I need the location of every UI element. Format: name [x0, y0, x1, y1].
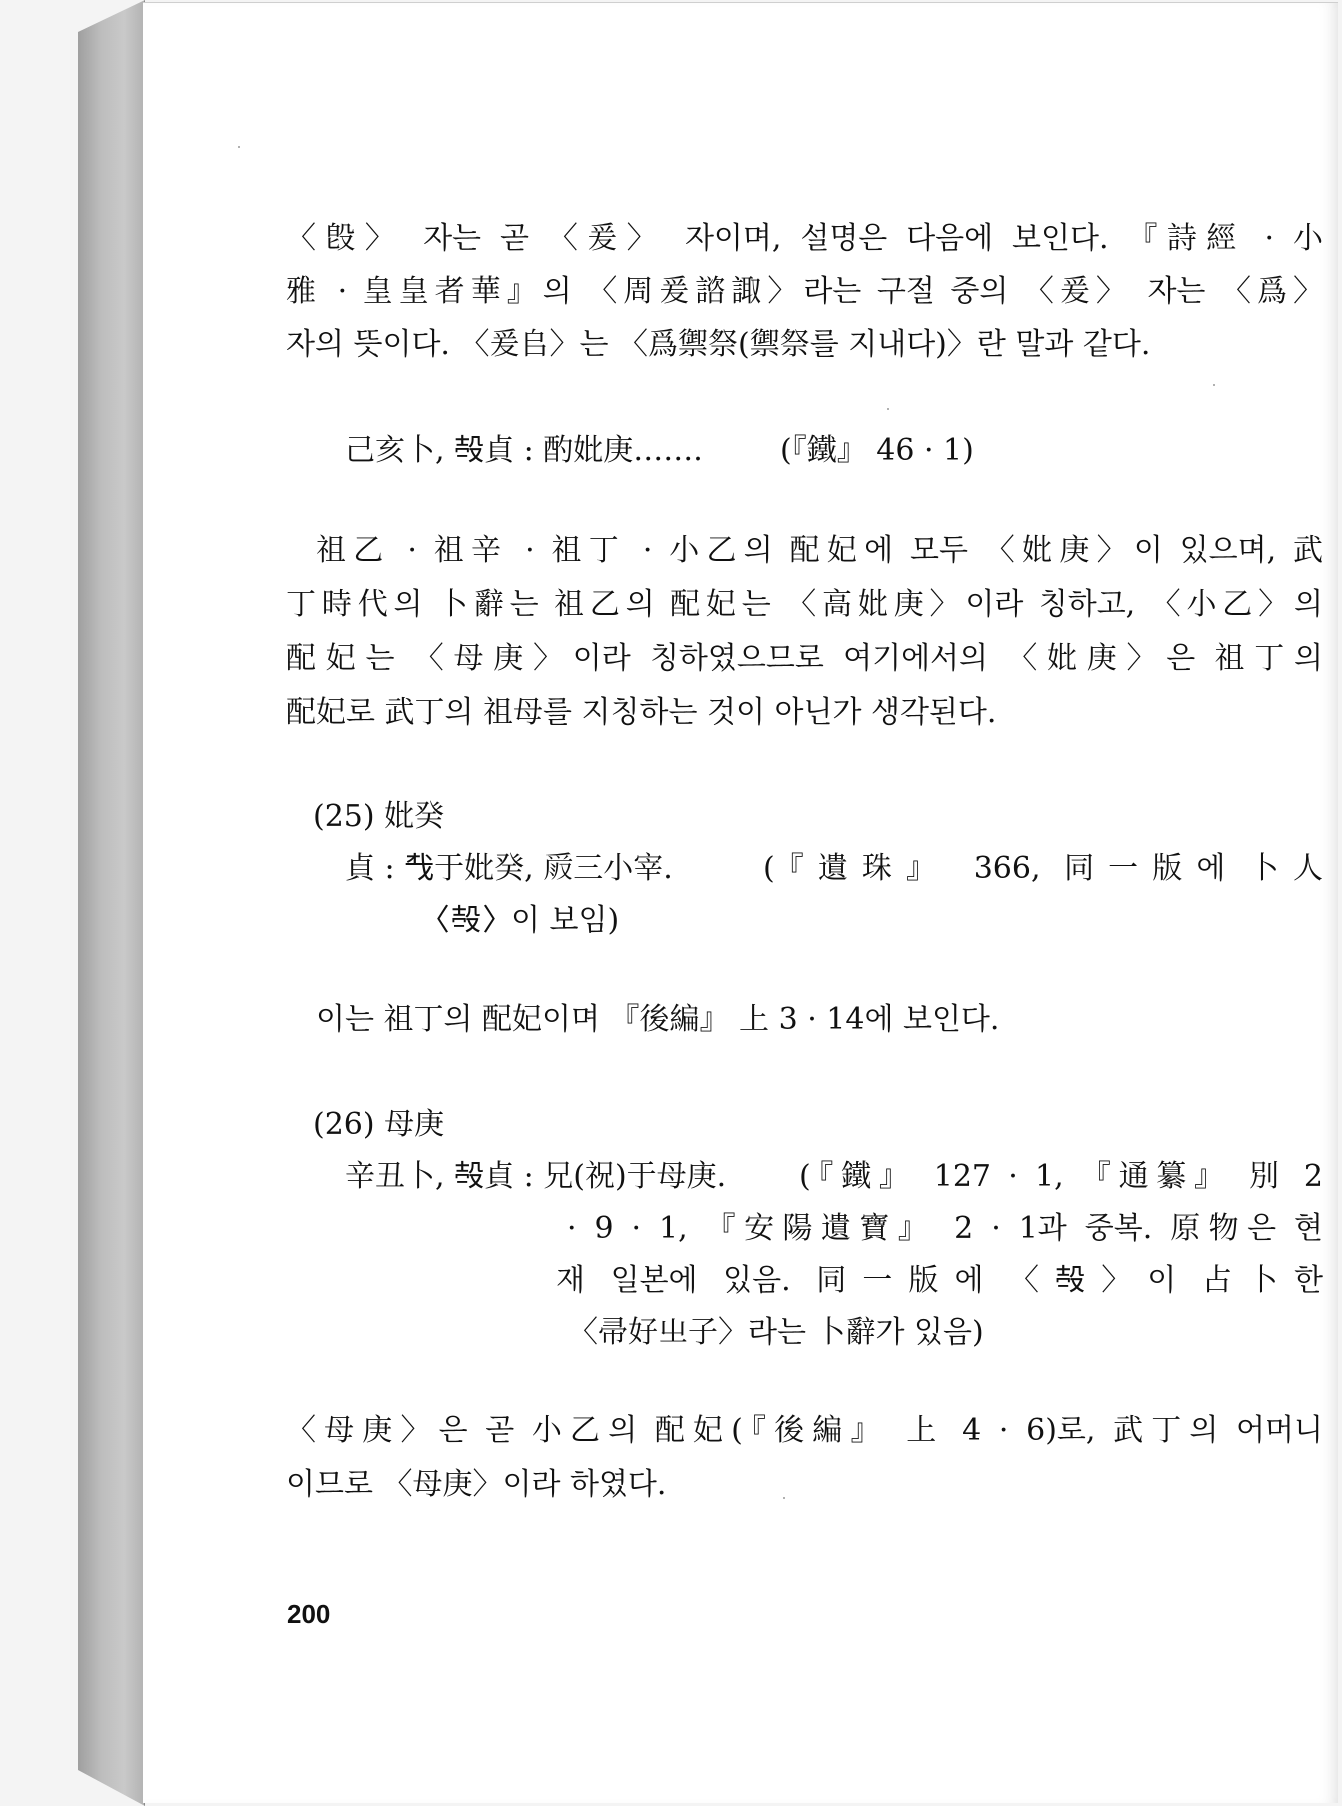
paragraph-3: 이는 祖丁의 配妃이며 『後編』 上 3 · 14에 보인다.: [316, 1002, 1000, 1037]
scan-speck: [238, 146, 240, 148]
paragraph-2-line-4: 配妃로 武丁의 祖母를 지칭하는 것이 아닌가 생각된다.: [286, 695, 997, 730]
scan-speck: [783, 1497, 785, 1499]
page-number: 200: [287, 1599, 331, 1629]
paragraph-1-line-2: 雅 · 皇皇者華』의 〈周爰諮諏〉라는 구절 중의 〈爰〉 자는 〈爲〉: [286, 274, 1323, 309]
entry-25-text: 貞 : 𢦔于妣癸, 𠭧三小宰.: [345, 851, 673, 886]
entry-26-text: 辛丑卜, 𣪊貞 : 兄(祝)于母庚.: [345, 1159, 727, 1194]
entry-26-source-line-1: (『鐵』 127 · 1, 『通纂』 別 2: [799, 1159, 1323, 1194]
paragraph-2-line-1: 祖乙 · 祖辛 · 祖丁 · 小乙의 配妃에 모두 〈妣庚〉이 있으며, 武: [316, 533, 1323, 568]
entry-26-source-line-2: · 9 · 1, 『安陽遺寶』 2 · 1과 중복. 原物은 현: [567, 1211, 1323, 1246]
paragraph-2-line-2: 丁時代의 卜辭는 祖乙의 配妃는 〈高妣庚〉이라 칭하고, 〈小乙〉의: [286, 587, 1323, 622]
book-page: [143, 2, 1338, 1803]
scan-speck: [1213, 384, 1215, 386]
entry-26-source-line-4: 〈帚好㞢子〉라는 卜辭가 있음): [568, 1315, 984, 1350]
paragraph-2-line-3: 配妃는 〈母庚〉이라 칭하였으므로 여기에서의 〈妣庚〉은 祖丁의: [286, 641, 1323, 676]
paragraph-1-line-3: 자의 뜻이다. 〈爰𠂤〉는 〈爲禦祭(禦祭를 지내다)〉란 말과 같다.: [286, 327, 1151, 362]
example-1-text: 己亥卜, 𣪊貞 : 酌妣庚…….: [345, 433, 703, 468]
entry-25-source-line-1: (『遺珠』 366, 同一版에 卜人: [763, 851, 1323, 886]
entry-26-source-line-3: 재 일본에 있음. 同一版에 〈𣪊〉이 占卜한: [556, 1263, 1323, 1298]
entry-26-heading: (26) 母庚: [313, 1107, 445, 1142]
paragraph-4-line-2: 이므로 〈母庚〉이라 하였다.: [286, 1467, 667, 1502]
entry-25-heading: (25) 妣癸: [313, 799, 445, 834]
book-spine-edge: [78, 0, 145, 1806]
example-1-source: (『鐵』 46 · 1): [780, 433, 974, 468]
scan-speck: [887, 408, 889, 410]
entry-25-source-line-2: 〈𣪊〉이 보임): [421, 903, 620, 938]
paragraph-1-line-1: 〈𣪘〉 자는 곧 〈爰〉 자이며, 설명은 다음에 보인다. 『詩經 · 小: [286, 221, 1323, 256]
paragraph-4-line-1: 〈母庚〉은 곧 小乙의 配妃(『後編』 上 4 · 6)로, 武丁의 어머니: [286, 1413, 1323, 1448]
